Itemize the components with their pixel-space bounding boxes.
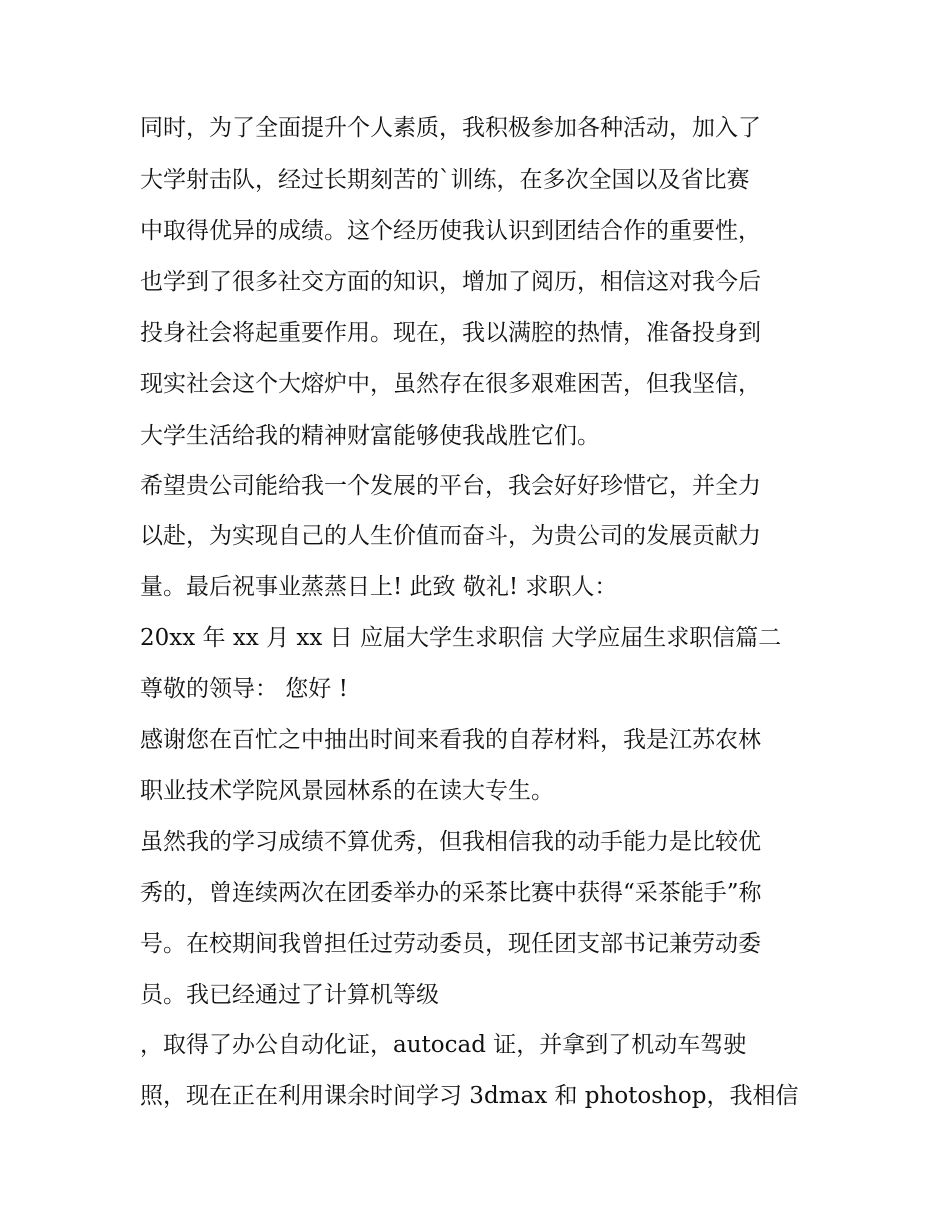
paragraph-line: 员。我已经通过了计算机等级 <box>140 982 439 1008</box>
paragraph-line: 职业技术学院风景园林系的在读大专生。 <box>140 778 554 804</box>
paragraph-line: 20xx 年 xx 月 xx 日 应届大学生求职信 大学应届生求职信篇二 <box>140 625 782 651</box>
paragraph-line: 以赴，为实现自己的人生价值而奋斗，为贵公司的发展贡献力 <box>140 523 761 549</box>
paragraph-line: 量。最后祝事业蒸蒸日上! 此致 敬礼! 求职人： <box>140 574 618 600</box>
paragraph-line: 投身社会将起重要作用。现在，我以满腔的热情，准备投身到 <box>140 320 761 346</box>
paragraph-line: 希望贵公司能给我一个发展的平台，我会好好珍惜它，并全力 <box>140 473 761 499</box>
paragraph-line: 尊敬的领导： 您好 ! <box>140 676 348 702</box>
paragraph-line: 照，现在正在利用课余时间学习 3dmax 和 photoshop，我相信 <box>140 1083 799 1109</box>
paragraph-line: 大学生活给我的精神财富能够使我战胜它们。 <box>140 423 600 449</box>
paragraph-line: 号。在校期间我曾担任过劳动委员，现任团支部书记兼劳动委 <box>140 931 761 957</box>
paragraph-line: 现实社会这个大熔炉中，虽然存在很多艰难困苦，但我坚信， <box>140 371 761 397</box>
paragraph-line: 大学射击队，经过长期刻苦的`训练，在多次全国以及省比赛 <box>140 167 750 193</box>
paragraph-line: 虽然我的学习成绩不算优秀，但我相信我的动手能力是比较优 <box>140 829 761 855</box>
paragraph-line: ，取得了办公自动化证，autocad 证，并拿到了机动车驾驶 <box>140 1032 747 1058</box>
paragraph-line: 感谢您在百忙之中抽出时间来看我的自荐材料，我是江苏农林 <box>140 727 761 753</box>
paragraph-line: 也学到了很多社交方面的知识，增加了阅历，相信这对我今后 <box>140 269 761 295</box>
paragraph-line: 中取得优异的成绩。这个经历使我认识到团结合作的重要性， <box>140 218 761 244</box>
paragraph-line: 秀的，曾连续两次在团委举办的采茶比赛中获得“采茶能手”称 <box>140 880 762 906</box>
paragraph-line: 同时，为了全面提升个人素质，我积极参加各种活动，加入了 <box>140 115 761 141</box>
